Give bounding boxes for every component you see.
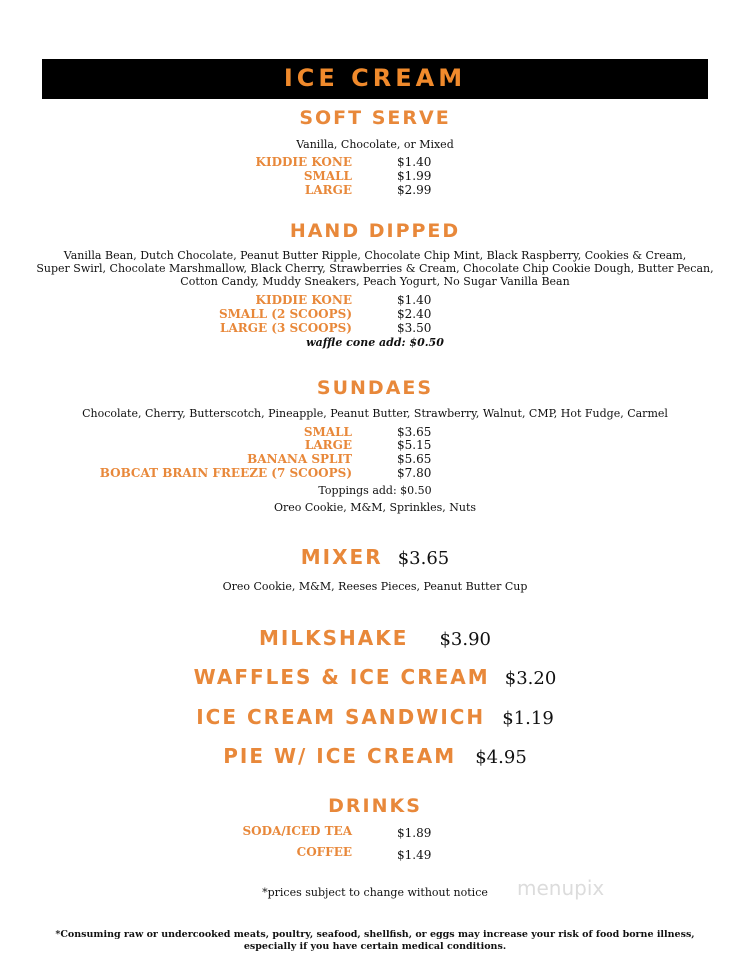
hand-dipped-item-price: $1.40 bbox=[397, 293, 432, 307]
drink-item-price: $1.49 bbox=[397, 848, 432, 862]
hand-dipped-heading: HAND DIPPED bbox=[289, 220, 461, 242]
pie-line bbox=[0, 744, 750, 768]
hand-dipped-item-price: $3.50 bbox=[397, 321, 432, 335]
mixer-price: $3.65 bbox=[397, 548, 450, 569]
page-title: ICE CREAM bbox=[283, 64, 467, 92]
drink-item-name: COFFEE bbox=[296, 845, 352, 859]
sundae-item-price: $7.80 bbox=[397, 466, 432, 480]
drink-item-price: $1.89 bbox=[397, 826, 432, 840]
soft-serve-item-price: $1.99 bbox=[397, 169, 432, 183]
waffles-price: $3.20 bbox=[504, 668, 557, 689]
soft-serve-item-price: $1.40 bbox=[397, 155, 432, 169]
mixer-name: MIXER bbox=[300, 545, 383, 569]
mixer-line bbox=[0, 545, 750, 569]
hand-dipped-item-name: KIDDIE KONE bbox=[255, 293, 352, 307]
price-notice: *prices subject to change without notice bbox=[262, 886, 488, 899]
soft-serve-item-name: LARGE bbox=[304, 183, 352, 197]
sundae-item-price: $3.65 bbox=[397, 425, 432, 439]
soft-serve-item-price: $2.99 bbox=[397, 183, 432, 197]
soft-serve-item-name: KIDDIE KONE bbox=[255, 155, 352, 169]
hand-dipped-description-line: Cotton Candy, Muddy Sneakers, Peach Yogurt, No Sugar Vanilla Bean bbox=[180, 275, 570, 288]
milkshake-line bbox=[0, 626, 750, 650]
toppings-label: Toppings add: $0.50 bbox=[318, 484, 432, 497]
hand-dipped-item-price: $2.40 bbox=[397, 307, 432, 321]
hand-dipped-item-name: LARGE (3 SCOOPS) bbox=[220, 321, 352, 335]
sundae-item-price: $5.65 bbox=[397, 452, 432, 466]
toppings-list: Oreo Cookie, M&M, Sprinkles, Nuts bbox=[273, 501, 477, 514]
milkshake-price: $3.90 bbox=[439, 629, 491, 650]
mixer-options: Oreo Cookie, M&M, Reeses Pieces, Peanut Butter Cup bbox=[222, 580, 528, 593]
sandwich-price: $1.19 bbox=[502, 708, 554, 729]
milkshake-name: MILKSHAKE bbox=[259, 626, 409, 650]
sandwich-line bbox=[0, 705, 750, 729]
footer-disclaimer-line: especially if you have certain medical conditions. bbox=[243, 941, 507, 952]
hand-dipped-item-name: SMALL (2 SCOOPS) bbox=[218, 307, 352, 321]
hand-dipped-description-line: Vanilla Bean, Dutch Chocolate, Peanut Butter Ripple, Chocolate Chip Mint, Black Raspberry, Cookies & Cream, bbox=[63, 249, 687, 262]
sundaes-description: Chocolate, Cherry, Butterscotch, Pineapple, Peanut Butter, Strawberry, Walnut, CMP, Hot Fudge, Carmel bbox=[82, 407, 668, 420]
sundaes-heading: SUNDAES bbox=[316, 377, 434, 399]
footer-disclaimer-line: *Consuming raw or undercooked meats, poultry, seafood, shellfish, or eggs may increase your risk of food borne illness, bbox=[55, 929, 695, 940]
pie-price: $4.95 bbox=[475, 747, 527, 768]
waffles-name: WAFFLES & ICE CREAM bbox=[193, 665, 490, 689]
sundae-item-name: BOBCAT BRAIN FREEZE (7 SCOOPS) bbox=[99, 466, 352, 480]
sundae-item-name: LARGE bbox=[304, 438, 352, 452]
hand-dipped-description-line: Super Swirl, Chocolate Marshmallow, Black Cherry, Strawberries & Cream, Chocolate Chip Cookie Dough, Butter Pecan, bbox=[36, 262, 714, 275]
drinks-heading: DRINKS bbox=[328, 795, 422, 817]
soft-serve-heading: SOFT SERVE bbox=[299, 107, 451, 129]
sundae-item-price: $5.15 bbox=[397, 438, 432, 452]
soft-serve-item-name: SMALL bbox=[303, 169, 352, 183]
watermark-logo: menupix bbox=[517, 876, 605, 900]
pie-name: PIE W/ ICE CREAM bbox=[223, 744, 457, 768]
drink-item-name: SODA/ICED TEA bbox=[242, 824, 352, 838]
sundae-item-name: BANANA SPLIT bbox=[247, 452, 352, 466]
waffles-line bbox=[0, 665, 750, 689]
soft-serve-description: Vanilla, Chocolate, or Mixed bbox=[296, 138, 454, 151]
sandwich-name: ICE CREAM SANDWICH bbox=[196, 705, 486, 729]
waffle-cone-note: waffle cone add: $0.50 bbox=[306, 336, 444, 349]
sundae-item-name: SMALL bbox=[303, 425, 352, 439]
